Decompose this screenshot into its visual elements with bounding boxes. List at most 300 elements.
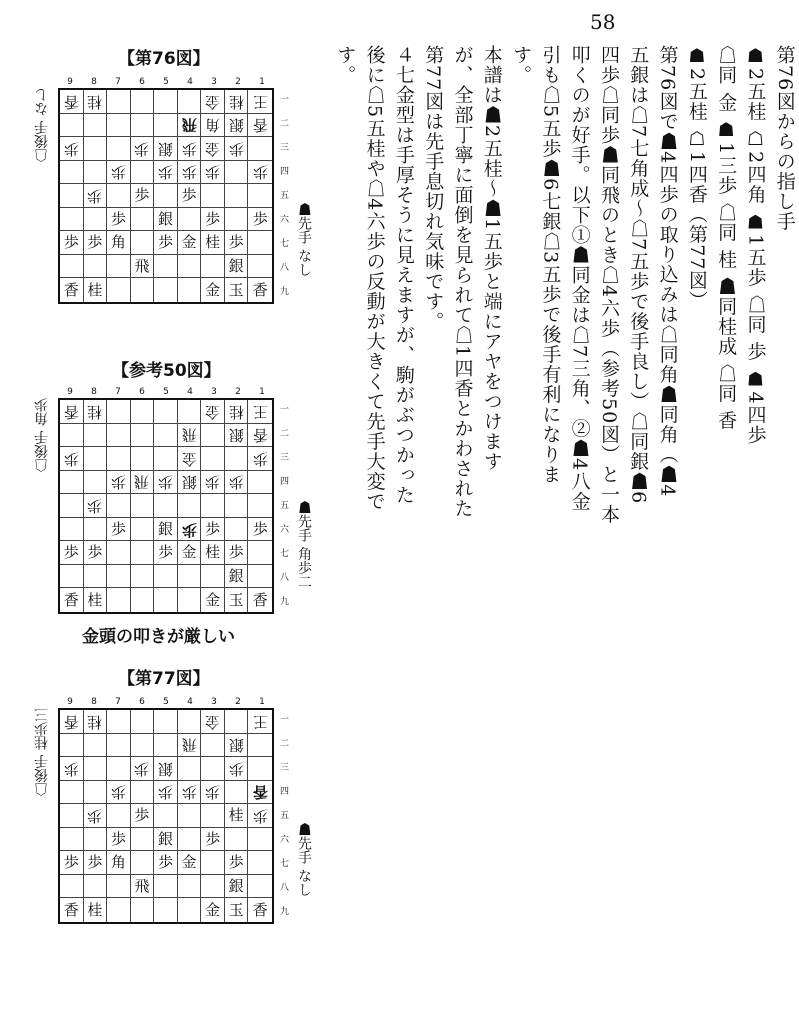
gote-piece: 歩 bbox=[87, 806, 103, 825]
sente-piece: 玉 bbox=[228, 590, 244, 609]
board-square bbox=[201, 710, 225, 734]
gote-piece: 銀 bbox=[181, 473, 197, 492]
gote-piece: 歩 bbox=[63, 139, 79, 158]
gote-piece: 銀 bbox=[157, 759, 173, 778]
board-square bbox=[84, 757, 108, 781]
gote-piece: 銀 bbox=[228, 426, 244, 445]
board-square bbox=[84, 875, 108, 899]
gote-piece: 桂 bbox=[228, 402, 244, 421]
board-square bbox=[107, 278, 131, 302]
board-square bbox=[248, 851, 272, 875]
shogi-board-76 bbox=[58, 88, 274, 304]
board-square bbox=[60, 710, 84, 734]
board-square bbox=[107, 114, 131, 138]
gote-piece: 金 bbox=[205, 712, 221, 731]
board-square bbox=[60, 541, 84, 565]
board-square bbox=[107, 804, 131, 828]
board-square bbox=[248, 898, 272, 922]
gote-piece: 桂 bbox=[87, 402, 103, 421]
board-square bbox=[131, 588, 155, 612]
board-square bbox=[154, 400, 178, 424]
board-square bbox=[225, 541, 249, 565]
board-square bbox=[154, 518, 178, 542]
sente-piece: 歩 bbox=[181, 185, 197, 204]
board-square bbox=[154, 471, 178, 495]
sente-piece: 歩 bbox=[63, 543, 79, 562]
board-square bbox=[248, 184, 272, 208]
board-square bbox=[248, 588, 272, 612]
board-square bbox=[178, 90, 202, 114]
board-square bbox=[178, 208, 202, 232]
text-line: ４七金型は手厚そうに見えますが、駒がぶつかった bbox=[392, 45, 415, 505]
gote-piece: 歩 bbox=[157, 783, 173, 802]
gote-piece: 香 bbox=[252, 116, 268, 135]
board-square bbox=[107, 424, 131, 448]
board-square bbox=[84, 518, 108, 542]
text-line: 四歩☖同歩☗同飛のとき☖4六歩（参考50図）と一本 bbox=[597, 45, 620, 525]
board-square bbox=[201, 757, 225, 781]
board-square bbox=[154, 734, 178, 758]
board-square bbox=[225, 757, 249, 781]
board-square bbox=[225, 447, 249, 471]
body-text bbox=[330, 45, 799, 1005]
board-square bbox=[131, 828, 155, 852]
board-square bbox=[248, 208, 272, 232]
file-labels: 9 8 7 6 5 4 3 2 1 bbox=[67, 77, 265, 87]
board-square bbox=[131, 161, 155, 185]
sente-piece: 歩 bbox=[252, 519, 268, 538]
sente-piece: 香 bbox=[252, 590, 268, 609]
board-square bbox=[131, 114, 155, 138]
board-square bbox=[60, 137, 84, 161]
board-square bbox=[201, 471, 225, 495]
board-square bbox=[107, 518, 131, 542]
gote-piece: 飛 bbox=[181, 736, 197, 755]
board-square bbox=[178, 278, 202, 302]
gote-hand-77: ☖後手 桂歩三 bbox=[34, 708, 50, 797]
sente-piece: 金 bbox=[205, 280, 221, 299]
sente-piece: 銀 bbox=[228, 566, 244, 585]
board-square bbox=[154, 208, 178, 232]
board-square bbox=[178, 424, 202, 448]
board-square bbox=[154, 494, 178, 518]
board-square bbox=[84, 278, 108, 302]
gote-piece: 王 bbox=[252, 92, 268, 111]
board-square bbox=[107, 184, 131, 208]
figure-77-title: 【第77図】 bbox=[118, 669, 210, 689]
sente-piece: 金 bbox=[205, 900, 221, 919]
sente-piece: 銀 bbox=[228, 876, 244, 895]
board-square bbox=[131, 90, 155, 114]
board-square bbox=[107, 541, 131, 565]
board-square bbox=[60, 804, 84, 828]
board-square bbox=[60, 757, 84, 781]
board-square bbox=[201, 278, 225, 302]
sente-piece: 歩 bbox=[134, 805, 150, 824]
board-square bbox=[201, 494, 225, 518]
board-square bbox=[131, 231, 155, 255]
board-square bbox=[131, 400, 155, 424]
board-square bbox=[60, 898, 84, 922]
board-square bbox=[131, 518, 155, 542]
board-square bbox=[107, 734, 131, 758]
board-square bbox=[60, 208, 84, 232]
gote-piece: 飛 bbox=[181, 116, 197, 135]
figure-ref50-title: 【参考50図】 bbox=[112, 361, 221, 381]
sente-piece: 香 bbox=[252, 900, 268, 919]
text-line: 引も☖5五歩☗6七銀☖3五歩で後手有利になりま bbox=[539, 45, 562, 485]
board-square bbox=[201, 424, 225, 448]
board-square bbox=[60, 184, 84, 208]
board-square bbox=[107, 757, 131, 781]
gote-hand-ref50: ☖後手 角歩 bbox=[34, 398, 50, 473]
board-square bbox=[178, 781, 202, 805]
board-square bbox=[107, 137, 131, 161]
board-square bbox=[178, 161, 202, 185]
page-number: 58 bbox=[590, 10, 616, 34]
board-square bbox=[178, 828, 202, 852]
board-square bbox=[248, 424, 272, 448]
rank-labels: 一 二 三 四 五 六 七 八 九 bbox=[280, 95, 290, 297]
gote-piece: 銀 bbox=[228, 116, 244, 135]
board-square bbox=[131, 494, 155, 518]
board-square bbox=[84, 184, 108, 208]
board-square bbox=[248, 278, 272, 302]
figure-76-title: 【第76図】 bbox=[118, 49, 210, 69]
text-line: す。 bbox=[510, 45, 533, 85]
text-line: す。 bbox=[334, 45, 357, 85]
board-square bbox=[154, 447, 178, 471]
board-square bbox=[201, 541, 225, 565]
board-square bbox=[248, 734, 272, 758]
board-square bbox=[248, 255, 272, 279]
board-square bbox=[178, 710, 202, 734]
gote-piece: 金 bbox=[205, 92, 221, 111]
board-square bbox=[60, 424, 84, 448]
sente-hand-77: ☗先手 なし bbox=[296, 822, 312, 897]
board-square bbox=[154, 828, 178, 852]
board-square bbox=[107, 781, 131, 805]
board-square bbox=[225, 184, 249, 208]
board-square bbox=[60, 255, 84, 279]
board-square bbox=[154, 255, 178, 279]
sente-piece: 銀 bbox=[228, 256, 244, 275]
text-line: 後に☖5五桂や☖4六歩の反動が大きくて先手大変で bbox=[363, 45, 386, 512]
board-square bbox=[107, 565, 131, 589]
board-square bbox=[201, 804, 225, 828]
board-square bbox=[178, 757, 202, 781]
board-square bbox=[154, 898, 178, 922]
sente-piece: 桂 bbox=[205, 543, 221, 562]
board-square bbox=[154, 278, 178, 302]
gote-piece: 歩 bbox=[205, 473, 221, 492]
board-square bbox=[201, 518, 225, 542]
board-square bbox=[178, 400, 202, 424]
board-square bbox=[225, 231, 249, 255]
gote-piece: 歩 bbox=[205, 163, 221, 182]
sente-piece: 歩 bbox=[63, 853, 79, 872]
text-line: 第76図で☗4四歩の取り込みは☖同角☗同角（☗4 bbox=[656, 45, 679, 498]
board-square bbox=[84, 828, 108, 852]
board-square bbox=[201, 137, 225, 161]
board-square bbox=[248, 757, 272, 781]
sente-piece: 歩 bbox=[157, 853, 173, 872]
board-square bbox=[131, 447, 155, 471]
gote-piece: 歩 bbox=[228, 473, 244, 492]
gote-piece: 香 bbox=[252, 426, 268, 445]
sente-piece: 桂 bbox=[228, 805, 244, 824]
gote-piece: 歩 bbox=[181, 783, 197, 802]
gote-piece: 歩 bbox=[63, 449, 79, 468]
board-square bbox=[131, 424, 155, 448]
board-square bbox=[154, 781, 178, 805]
figure-caption: 金頭の叩きが厳しい bbox=[82, 627, 235, 647]
sente-piece: 歩 bbox=[205, 209, 221, 228]
gote-piece: 銀 bbox=[157, 139, 173, 158]
sente-piece: 桂 bbox=[87, 900, 103, 919]
gote-piece: 歩 bbox=[157, 473, 173, 492]
gote-piece: 歩 bbox=[87, 186, 103, 205]
board-square bbox=[225, 255, 249, 279]
sente-piece: 桂 bbox=[87, 590, 103, 609]
board-square bbox=[131, 710, 155, 734]
sente-piece: 玉 bbox=[228, 280, 244, 299]
board-square bbox=[201, 208, 225, 232]
board-square bbox=[225, 278, 249, 302]
board-square bbox=[107, 471, 131, 495]
sente-hand-ref50: ☗先手 角歩二 bbox=[296, 500, 312, 589]
board-square bbox=[201, 875, 225, 899]
board-square bbox=[131, 757, 155, 781]
sente-piece: 桂 bbox=[205, 233, 221, 252]
board-square bbox=[178, 804, 202, 828]
board-square bbox=[225, 565, 249, 589]
text-line: ☖同 金 ☗1三歩 ☖同 桂 ☗同桂成 ☖同 香 bbox=[715, 45, 738, 431]
board-square bbox=[60, 447, 84, 471]
board-square bbox=[107, 231, 131, 255]
gote-piece: 歩 bbox=[228, 759, 244, 778]
board-square bbox=[107, 90, 131, 114]
board-square bbox=[248, 447, 272, 471]
board-square bbox=[84, 734, 108, 758]
board-square bbox=[248, 137, 272, 161]
gote-piece: 桂 bbox=[87, 712, 103, 731]
board-square bbox=[60, 471, 84, 495]
board-square bbox=[60, 734, 84, 758]
board-square bbox=[201, 851, 225, 875]
sente-piece: 桂 bbox=[87, 280, 103, 299]
board-square bbox=[84, 114, 108, 138]
gote-piece: 王 bbox=[252, 402, 268, 421]
board-square bbox=[84, 90, 108, 114]
board-square bbox=[60, 518, 84, 542]
gote-piece: 桂 bbox=[228, 92, 244, 111]
board-square bbox=[178, 447, 202, 471]
board-square bbox=[84, 447, 108, 471]
gote-piece: 歩 bbox=[134, 759, 150, 778]
board-square bbox=[178, 851, 202, 875]
board-square bbox=[178, 231, 202, 255]
board-square bbox=[107, 851, 131, 875]
board-square bbox=[131, 734, 155, 758]
board-square bbox=[248, 400, 272, 424]
board-square bbox=[225, 471, 249, 495]
board-square bbox=[60, 565, 84, 589]
board-square bbox=[201, 255, 225, 279]
sente-piece: 金 bbox=[181, 543, 197, 562]
board-square bbox=[84, 898, 108, 922]
board-square bbox=[248, 161, 272, 185]
board-square bbox=[248, 114, 272, 138]
board-square bbox=[201, 898, 225, 922]
sente-piece: 香 bbox=[63, 900, 79, 919]
sente-piece: 飛 bbox=[134, 876, 150, 895]
board-square bbox=[84, 804, 108, 828]
rank-labels: 一 二 三 四 五 六 七 八 九 bbox=[280, 405, 290, 607]
board-square bbox=[248, 90, 272, 114]
board-square bbox=[201, 447, 225, 471]
text-line: が、全部丁寧に面倒を見られて☖1四香とかわされた bbox=[451, 45, 474, 519]
board-square bbox=[178, 565, 202, 589]
gote-piece: 銀 bbox=[228, 736, 244, 755]
board-square bbox=[225, 588, 249, 612]
sente-piece: 歩 bbox=[63, 233, 79, 252]
gote-piece: 歩 bbox=[252, 806, 268, 825]
sente-piece: 歩 bbox=[110, 829, 126, 848]
board-square bbox=[84, 137, 108, 161]
board-square bbox=[84, 588, 108, 612]
text-line: 五銀は☖7七角成～☖7五歩で後手良し）☖同銀☗6 bbox=[627, 45, 650, 505]
board-square bbox=[131, 471, 155, 495]
board-square bbox=[248, 804, 272, 828]
sente-piece: 銀 bbox=[157, 519, 173, 538]
gote-piece: 歩 bbox=[181, 139, 197, 158]
sente-piece: 歩 bbox=[87, 853, 103, 872]
board-square bbox=[178, 494, 202, 518]
board-square bbox=[60, 231, 84, 255]
board-square bbox=[131, 184, 155, 208]
gote-piece: 歩 bbox=[181, 163, 197, 182]
gote-piece: 飛 bbox=[181, 426, 197, 445]
board-square bbox=[178, 875, 202, 899]
board-square bbox=[84, 781, 108, 805]
board-square bbox=[154, 541, 178, 565]
gote-piece: 歩 bbox=[110, 473, 126, 492]
board-square bbox=[225, 137, 249, 161]
gote-piece: 香 bbox=[252, 783, 268, 802]
board-square bbox=[60, 588, 84, 612]
board-square bbox=[201, 231, 225, 255]
board-square bbox=[60, 851, 84, 875]
board-square bbox=[248, 471, 272, 495]
board-square bbox=[131, 541, 155, 565]
board-square bbox=[84, 400, 108, 424]
board-square bbox=[225, 208, 249, 232]
gote-hand-76: ☖後手 なし bbox=[34, 88, 50, 163]
board-square bbox=[131, 875, 155, 899]
gote-piece: 王 bbox=[252, 712, 268, 731]
sente-piece: 歩 bbox=[252, 209, 268, 228]
board-square bbox=[225, 851, 249, 875]
sente-piece: 歩 bbox=[157, 543, 173, 562]
board-square bbox=[201, 588, 225, 612]
sente-piece: 歩 bbox=[228, 233, 244, 252]
board-square bbox=[60, 161, 84, 185]
gote-piece: 歩 bbox=[157, 163, 173, 182]
board-square bbox=[178, 541, 202, 565]
board-square bbox=[131, 898, 155, 922]
sente-piece: 香 bbox=[252, 280, 268, 299]
sente-piece: 歩 bbox=[110, 519, 126, 538]
board-square bbox=[84, 208, 108, 232]
board-square bbox=[154, 424, 178, 448]
board-square bbox=[225, 400, 249, 424]
board-square bbox=[225, 424, 249, 448]
board-square bbox=[225, 710, 249, 734]
text-line: ☗2五桂 ☖1四香（第77図） bbox=[685, 45, 708, 311]
board-square bbox=[84, 471, 108, 495]
board-square bbox=[178, 471, 202, 495]
board-square bbox=[107, 828, 131, 852]
board-square bbox=[107, 161, 131, 185]
gote-piece: 角 bbox=[205, 116, 221, 135]
board-square bbox=[201, 114, 225, 138]
text-line: 第76図からの指し手 bbox=[773, 45, 796, 232]
file-labels: 9 8 7 6 5 4 3 2 1 bbox=[67, 387, 265, 397]
board-square bbox=[84, 231, 108, 255]
gote-piece: 歩 bbox=[181, 520, 197, 539]
board-square bbox=[248, 541, 272, 565]
board-square bbox=[107, 898, 131, 922]
board-square bbox=[107, 875, 131, 899]
board-square bbox=[60, 114, 84, 138]
board-square bbox=[248, 781, 272, 805]
file-labels: 9 8 7 6 5 4 3 2 1 bbox=[67, 697, 265, 707]
board-square bbox=[107, 208, 131, 232]
sente-piece: 歩 bbox=[134, 185, 150, 204]
board-square bbox=[131, 804, 155, 828]
board-square bbox=[248, 875, 272, 899]
board-square bbox=[107, 710, 131, 734]
gote-piece: 金 bbox=[205, 402, 221, 421]
sente-piece: 飛 bbox=[134, 256, 150, 275]
board-square bbox=[154, 114, 178, 138]
board-square bbox=[60, 875, 84, 899]
board-square bbox=[178, 114, 202, 138]
board-square bbox=[178, 255, 202, 279]
board-square bbox=[248, 231, 272, 255]
board-square bbox=[107, 400, 131, 424]
board-square bbox=[178, 588, 202, 612]
board-square bbox=[201, 161, 225, 185]
board-square bbox=[84, 424, 108, 448]
board-square bbox=[154, 804, 178, 828]
board-square bbox=[60, 828, 84, 852]
gote-piece: 香 bbox=[63, 402, 79, 421]
rank-labels: 一 二 三 四 五 六 七 八 九 bbox=[280, 715, 290, 917]
board-square bbox=[84, 851, 108, 875]
board-square bbox=[131, 565, 155, 589]
board-square bbox=[84, 541, 108, 565]
board-square bbox=[131, 278, 155, 302]
board-square bbox=[154, 137, 178, 161]
sente-piece: 歩 bbox=[205, 519, 221, 538]
board-square bbox=[84, 710, 108, 734]
gote-piece: 香 bbox=[63, 712, 79, 731]
sente-piece: 角 bbox=[110, 233, 126, 252]
sente-piece: 金 bbox=[181, 233, 197, 252]
board-square bbox=[60, 400, 84, 424]
